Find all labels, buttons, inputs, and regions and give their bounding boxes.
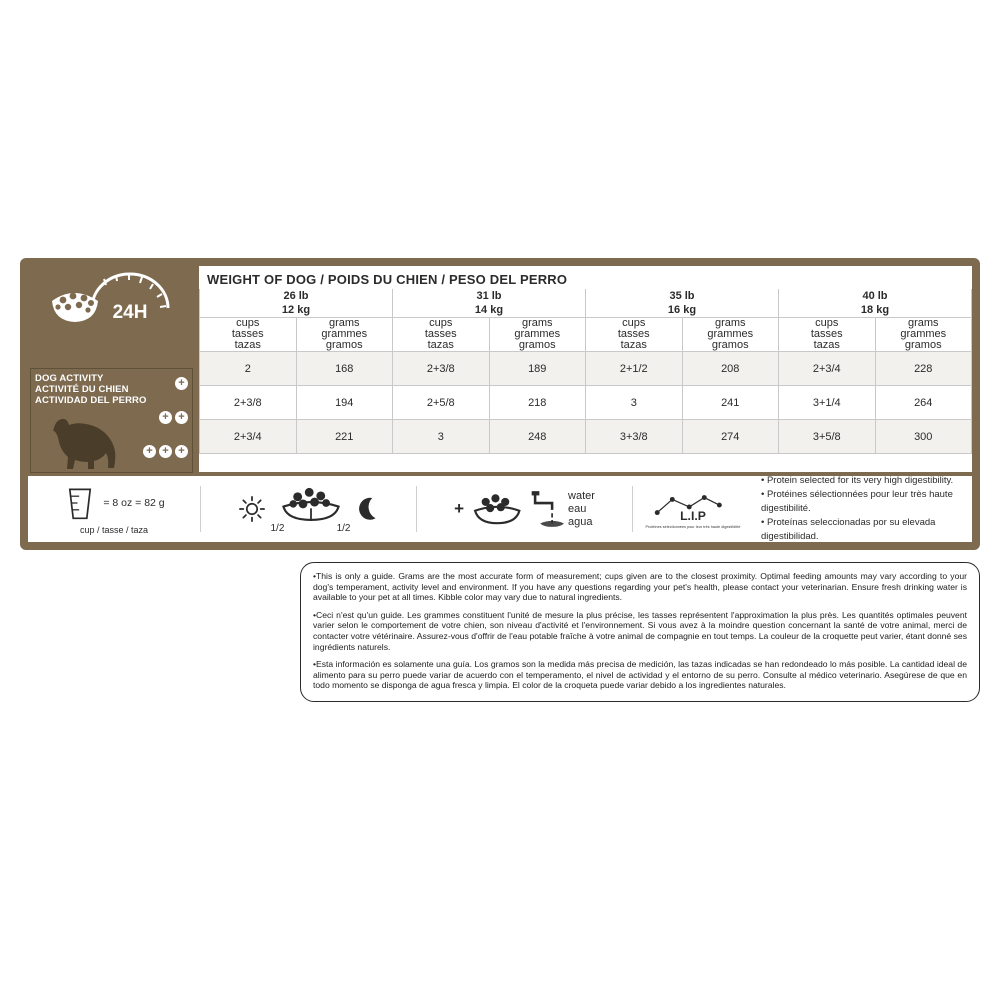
kibble-bowl-icon (271, 484, 351, 522)
disclaimer-spanish: •Esta información es solamente una guía. Los gramos son la medida más precisa de medición, las tazas indicadas se han redondeado lo más posible. La cantidad ideal de alimento para su perro puede variar de acuerdo con el temperamento, el nivel de actividad y el entorno de su perro. Consulte al médico veterinario. Asegúrese de que en todo momento se disponga de agua fresca y limpia. El color de la croqueta puede variar debido a los ingredientes naturales. (313, 659, 967, 691)
measuring-cup-icon (63, 483, 97, 523)
lip-label: L.I.P (680, 508, 706, 522)
meal-evening-fraction: 1/2 (336, 523, 351, 534)
cell: 228 (875, 352, 972, 386)
water-line-es: agua (568, 515, 593, 528)
unit-line: cups (622, 317, 646, 329)
unit-line: grams (328, 317, 360, 329)
plus-icon: + (175, 377, 188, 390)
cup-legend (28, 476, 200, 542)
cell: 2+3/8 (200, 386, 297, 420)
unit-line: gramos (904, 339, 942, 351)
bullet-en: • Protein selected for its very high digestibility. (761, 475, 954, 486)
cell: 300 (875, 420, 972, 454)
cell: 2+3/8 (393, 352, 490, 386)
unit-grams (489, 318, 586, 352)
cell: 3 (586, 386, 683, 420)
weight-lb: 40 lb (862, 290, 888, 302)
unit-line: gramos (711, 339, 749, 351)
unit-line: gramos (325, 339, 363, 351)
plus-icon: + (159, 445, 172, 458)
weight-kg: 16 kg (667, 304, 697, 316)
water-legend (417, 476, 632, 542)
lip-sublabel: Protéines sélectionnées pour leur très haute digestibilité (645, 524, 741, 529)
weight-lb: 35 lb (669, 290, 695, 302)
plus-icon: + (175, 445, 188, 458)
cell: 2+3/4 (200, 420, 297, 454)
unit-line: tasses (810, 328, 843, 340)
unit-line: grams (714, 317, 746, 329)
cell: 274 (682, 420, 779, 454)
cell: 3+3/8 (586, 420, 683, 454)
feeding-table (199, 289, 972, 454)
disclaimer-french: •Ceci n'est qu'un guide. Les grammes constituent l'unité de mesure la plus précise, les tasses représentent l'approximation la plus près. Les quantités optimales peuvent varier selon le comportement de votre chien, son niveau d'activité et l'environnement. Si vous avez à la moindre question concernant la santé de votre animal, merci de contacter votre vétérinaire. Assurez-vous d'offrir de l'eau potable fraîche à votre animal de compagnie en tout temps. La couleur de la croquette peut varier, étant donné ses ingrédients naturels. (313, 609, 967, 652)
feeding-guide-panel (20, 258, 980, 550)
unit-line: grams (907, 317, 939, 329)
cell: 3 (393, 420, 490, 454)
cell: 3+1/4 (779, 386, 876, 420)
cell: 168 (296, 352, 393, 386)
weight-kg: 14 kg (474, 304, 504, 316)
unit-line: grammes (321, 328, 368, 340)
water-line-en: water (568, 489, 595, 502)
unit-line: cups (815, 317, 839, 329)
legend-strip (28, 476, 972, 542)
unit-line: grams (521, 317, 553, 329)
cell: 3+5/8 (779, 420, 876, 454)
unit-cups (393, 318, 490, 352)
unit-grams (296, 318, 393, 352)
unit-grams (682, 318, 779, 352)
unit-line: tazas (234, 339, 261, 351)
moon-icon (357, 496, 379, 522)
water-bowl-icon (468, 489, 530, 529)
meals-legend (201, 476, 416, 542)
activity-label-en: DOG ACTIVITY (35, 373, 104, 384)
unit-line: grammes (514, 328, 561, 340)
unit-grams (875, 318, 972, 352)
cell: 2 (200, 352, 297, 386)
weight-kg: 18 kg (860, 304, 890, 316)
unit-cups (586, 318, 683, 352)
unit-cups (779, 318, 876, 352)
cup-equivalence: = 8 oz = 82 g (103, 497, 165, 509)
cell: 248 (489, 420, 586, 454)
bullet-es: • Proteínas seleccionadas por su elevada digestibilidad. (761, 517, 936, 542)
faucet-icon (530, 489, 564, 529)
dog-silhouette-icon (43, 418, 121, 470)
weight-col-1 (393, 289, 586, 318)
unit-line: grammes (900, 328, 947, 340)
cell: 194 (296, 386, 393, 420)
unit-line: cups (429, 317, 453, 329)
cell: 208 (682, 352, 779, 386)
badge-24h-text: 24H (112, 302, 148, 323)
table-row (200, 352, 972, 386)
plus-icon: + (175, 411, 188, 424)
protein-bullets (753, 476, 972, 542)
unit-line: tasses (424, 328, 457, 340)
cell: 189 (489, 352, 586, 386)
unit-header-row (200, 318, 972, 352)
activity-level-2 (159, 411, 188, 424)
weight-kg: 12 kg (281, 304, 311, 316)
table-title: WEIGHT OF DOG / POIDS DU CHIEN / PESO DEL PERRO (207, 272, 568, 287)
activity-label-fr: ACTIVITÉ DU CHIEN (35, 384, 129, 395)
weight-col-3 (779, 289, 972, 318)
unit-line: gramos (518, 339, 556, 351)
unit-line: tazas (427, 339, 454, 351)
cell: 2+3/4 (779, 352, 876, 386)
sun-icon (239, 496, 265, 522)
disclaimer-english: •This is only a guide. Grams are the most accurate form of measurement; cups given are to the closest proximity. Optimal feeding amounts may vary according to your dog's temperament, activity level and environment. If you have any questions regarding your pet's health, please contact your veterinarian. Ensure fresh drinking water is available to your pet at all times. Kibble color may vary due to natural ingredients. (313, 571, 967, 603)
cell: 221 (296, 420, 393, 454)
bullet-fr: • Protéines sélectionnées pour leur très haute digestibilité. (761, 489, 953, 514)
activity-label-es: ACTIVIDAD DEL PERRO (35, 395, 147, 406)
weight-lb: 31 lb (476, 290, 502, 302)
unit-line: tasses (617, 328, 650, 340)
unit-line: tazas (620, 339, 647, 351)
lip-logo (633, 476, 753, 542)
unit-line: grammes (707, 328, 754, 340)
bowl-24h-icon (34, 268, 194, 328)
cup-caption: cup / tasse / taza (79, 525, 149, 535)
water-line-fr: eau (568, 502, 587, 515)
feeding-table-region (199, 266, 972, 472)
dog-activity-block (30, 368, 193, 473)
cell: 2+1/2 (586, 352, 683, 386)
weight-col-2 (586, 289, 779, 318)
unit-line: tasses (231, 328, 264, 340)
unit-line: tazas (813, 339, 840, 351)
cell: 2+5/8 (393, 386, 490, 420)
unit-cups (200, 318, 297, 352)
activity-level-3 (143, 445, 188, 458)
activity-level-1 (175, 377, 188, 390)
plus-sign: + (454, 499, 465, 518)
table-row (200, 386, 972, 420)
weight-lb: 26 lb (283, 290, 309, 302)
lip-molecule-icon (647, 490, 739, 522)
meal-morning-fraction: 1/2 (270, 523, 285, 534)
plus-icon: + (143, 445, 156, 458)
table-row (200, 420, 972, 454)
plus-icon: + (159, 411, 172, 424)
cell: 264 (875, 386, 972, 420)
cell: 241 (682, 386, 779, 420)
cell: 218 (489, 386, 586, 420)
unit-line: cups (236, 317, 260, 329)
weight-header-row (200, 289, 972, 318)
disclaimer-box (300, 562, 980, 702)
weight-col-0 (200, 289, 393, 318)
